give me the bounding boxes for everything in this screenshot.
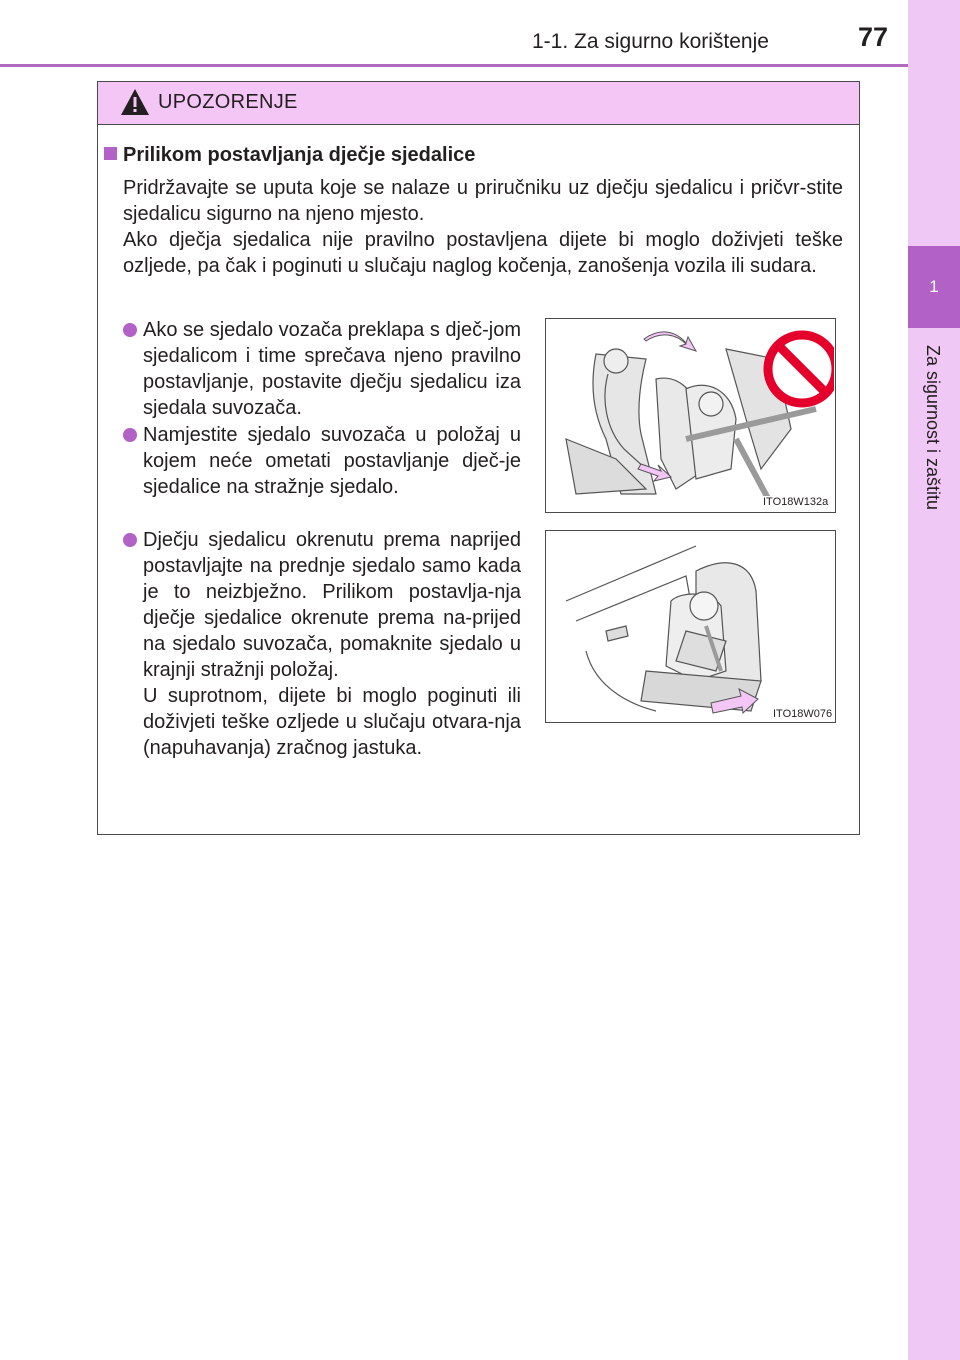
bullet-dot-icon <box>123 533 137 547</box>
page-number: 77 <box>858 22 889 52</box>
bullet-item <box>123 527 521 761</box>
figure-code: ITO18W132a <box>763 496 829 508</box>
bullet-item <box>123 422 521 500</box>
bullet-text <box>143 527 521 761</box>
bullet-text: Namjestite sjedalo suvozača u položaj u kojem neće ometati postavljanje dječ-je sjedalice na stražnje sjedalo. <box>143 424 521 498</box>
chapter-label: Za sigurnost i zaštitu <box>923 345 943 511</box>
figure-code: ITO18W076 <box>773 708 833 720</box>
warning-title: UPOZORENJE <box>158 91 298 113</box>
topic-heading <box>104 144 475 167</box>
bullet-dot-icon <box>123 428 137 442</box>
figure-seat-overlap <box>545 318 836 513</box>
bullet-dot-icon <box>123 323 137 337</box>
intro-paragraph: Pridržavajte se uputa koje se nalaze u priručniku uz dječju sjedalicu i pričvr-stite sjedalicu sigurno na njeno mjesto. <box>123 177 843 225</box>
intro-paragraph: Ako dječja sjedalica nije pravilno postavljena dijete bi moglo doživjeti teške ozljede, pa čak i poginuti u slučaju naglog kočenja, zanošenja vozila ili sudara. <box>123 229 843 277</box>
square-bullet-icon <box>104 147 117 160</box>
bullet-item <box>123 317 521 421</box>
header-rule <box>0 64 908 67</box>
chapter-number-tab[interactable]: 1 <box>908 246 960 328</box>
seat-overlap-illustration <box>546 319 834 511</box>
chapter-side-tab <box>908 0 960 1360</box>
warning-box <box>97 81 860 835</box>
forward-seat-illustration <box>546 531 834 721</box>
warning-header <box>98 82 859 125</box>
topic-heading-text: Prilikom postavljanja dječje sjedalice <box>123 144 476 166</box>
section-title: 1-1. Za sigurno korištenje <box>532 30 769 53</box>
figure-forward-seat <box>545 530 836 723</box>
intro-text <box>123 175 843 279</box>
bullet-text-part: Dječju sjedalicu okrenutu prema naprijed postavljajte na prednje sjedalo samo kada je to neizbježno. Prilikom postavlja-nja dječje sjedalice okrenute prema na-prijed na sjedalo suvozača, pomaknite sjedalo u krajnji stražnji položaj. <box>143 529 521 681</box>
warning-triangle-icon <box>120 88 150 116</box>
bullet-text-part: U suprotnom, dijete bi moglo poginuti ili doživjeti teške ozljede u slučaju otvara-nja (napuhavanja) zračnog jastuka. <box>143 685 521 759</box>
bullet-text: Ako se sjedalo vozača preklapa s dječ-jom sjedalicom i time sprečava njeno pravilno postavljanje, postavite dječju sjedalicu iza sjedala suvozača. <box>143 319 521 419</box>
